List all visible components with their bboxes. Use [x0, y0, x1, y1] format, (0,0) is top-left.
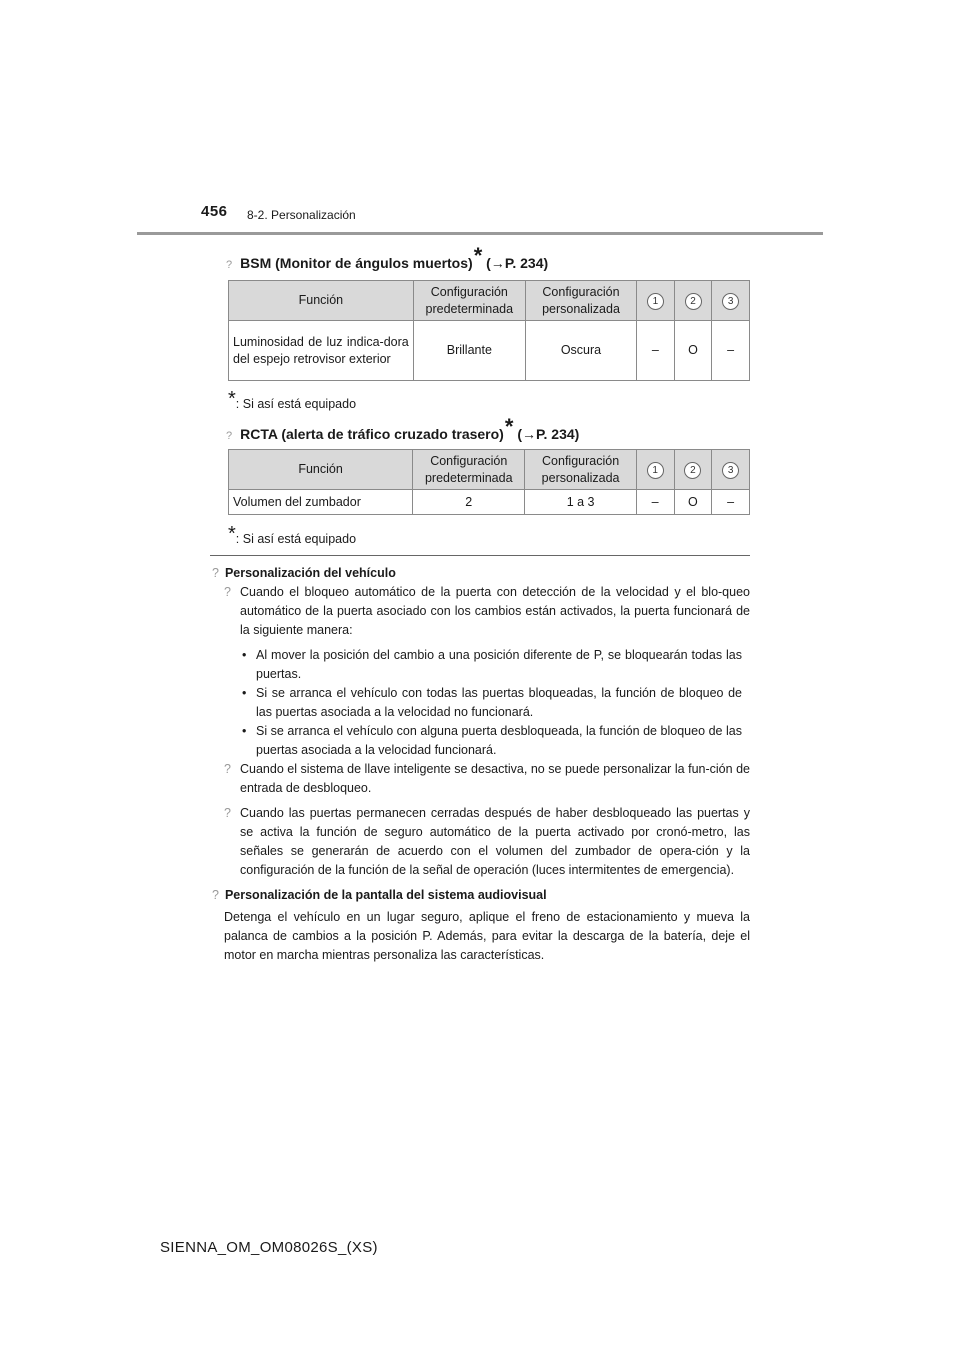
- bsm-star: *: [473, 243, 483, 268]
- bsm-ref-open: (→: [486, 255, 505, 271]
- vehicle-note-heading: [212, 564, 750, 583]
- section-title: 8-2. Personalización: [247, 208, 356, 222]
- rcta-header-custom: Configuración personalizada: [525, 450, 636, 490]
- list-item: [212, 760, 750, 798]
- dot-item-3: Si se arranca el vehículo con alguna puerta desbloqueada, la función de bloqueo de las puertas asociada a la velocidad funcionará.: [256, 724, 742, 757]
- bsm-table: [228, 280, 750, 381]
- bsm-footnote-star: *: [228, 388, 236, 410]
- sub-bullet-icon: ?: [224, 806, 231, 820]
- vehicle-note-title: Personalización del vehículo: [224, 566, 396, 580]
- bsm-bullet-icon: ?: [226, 259, 233, 271]
- rcta-row-col1: –: [636, 490, 674, 515]
- bsm-title: BSM (Monitor de ángulos muertos): [240, 255, 473, 271]
- list-item: [212, 583, 750, 640]
- av-note-title: Personalización de la pantalla del sistema audiovisual: [224, 888, 547, 902]
- rcta-row-default: 2: [413, 490, 525, 515]
- rcta-title: RCTA (alerta de tráfico cruzado trasero): [240, 426, 504, 442]
- rcta-footnote-star: *: [228, 523, 236, 545]
- sub-bullet-icon: ?: [224, 585, 231, 599]
- list-item: [212, 646, 750, 684]
- circle-2-icon: 2: [684, 462, 701, 479]
- header-rule: [137, 232, 823, 235]
- rcta-star: *: [504, 414, 514, 439]
- dot-bullet-icon: •: [242, 686, 247, 700]
- note-bullet-icon: ?: [212, 566, 219, 580]
- bsm-header-function: Función: [229, 281, 414, 321]
- rcta-table: [228, 449, 750, 515]
- bsm-header-default: Configuración predeterminada: [413, 281, 525, 321]
- rcta-bullet-icon: ?: [226, 430, 233, 442]
- dot-bullet-icon: •: [242, 724, 247, 738]
- dot-bullet-icon: •: [242, 648, 247, 662]
- bsm-footnote-text: : Si así está equipado: [235, 397, 357, 411]
- vehicle-item-3: Cuando las puertas permanecen cerradas después de haber desbloqueado las puertas y se activa la función de seguro automático de la puerta activado por cronó-metro, las señales se generarán de acuerdo con el volumen del zumbador de opera-ción y la configuración de la función de la señal de operación (luces intermitentes de emergencia).: [240, 806, 750, 877]
- list-item: [212, 804, 750, 880]
- notes-block: [212, 564, 750, 965]
- notes-rule: [210, 555, 750, 556]
- bsm-row-function: Luminosidad de luz indica-dora del espejo retrovisor exterior: [229, 321, 414, 381]
- bsm-footnote: [228, 388, 356, 411]
- circle-2-icon: 2: [685, 293, 702, 310]
- vehicle-item-2: Cuando el sistema de llave inteligente se desactiva, no se puede personalizar la fun-ción de entrada de desbloqueo.: [240, 762, 750, 795]
- rcta-ref-open: (→: [517, 426, 536, 442]
- rcta-footnote: [228, 523, 356, 546]
- rcta-row-custom: 1 a 3: [525, 490, 636, 515]
- bsm-heading: [226, 243, 548, 271]
- dot-item-2: Si se arranca el vehículo con todas las puertas bloqueadas, la función de bloqueo de las puertas asociada a la velocidad no funcionará.: [256, 686, 742, 719]
- rcta-header-default: Configuración predeterminada: [413, 450, 525, 490]
- circle-1-icon: 1: [647, 293, 664, 310]
- bsm-ref-page[interactable]: P. 234): [504, 255, 549, 271]
- vehicle-item-1: Cuando el bloqueo automático de la puerta con detección de la velocidad y el blo-queo automático de la puerta asociado con los cambios están activados, la puerta funcionará de la siguiente manera:: [240, 585, 750, 637]
- list-item: [212, 684, 750, 722]
- bsm-table-header: [229, 281, 750, 321]
- bsm-row-col2: O: [674, 321, 712, 381]
- bsm-row-col1: –: [637, 321, 675, 381]
- rcta-table-header: [229, 450, 750, 490]
- circle-3-icon: 3: [722, 293, 739, 310]
- av-note-heading: [212, 886, 750, 905]
- bsm-header-custom: Configuración personalizada: [525, 281, 636, 321]
- footer-doc-id: SIENNA_OM_OM08026S_(XS): [160, 1239, 378, 1256]
- bsm-row-custom: Oscura: [525, 321, 636, 381]
- av-note-text: Detenga el vehículo en un lugar seguro, aplique el freno de estacionamiento y mueva la palanca de cambios a la posición P. Además, para evitar la descarga de la batería, deje el motor en marcha mientras personaliza las características.: [224, 910, 750, 962]
- rcta-footnote-text: : Si así está equipado: [235, 532, 357, 546]
- bsm-row-default: Brillante: [413, 321, 525, 381]
- table-row: [229, 490, 750, 515]
- rcta-row-col2: O: [674, 490, 712, 515]
- note-bullet-icon: ?: [212, 888, 219, 902]
- sub-bullet-icon: ?: [224, 762, 231, 776]
- dot-item-1: Al mover la posición del cambio a una posición diferente de P, se bloquearán todas las puertas.: [256, 648, 742, 681]
- circle-3-icon: 3: [722, 462, 739, 479]
- bsm-row-col3: –: [712, 321, 750, 381]
- rcta-header-function: Función: [229, 450, 413, 490]
- page-number: 456: [201, 203, 228, 220]
- rcta-row-col3: –: [712, 490, 750, 515]
- rcta-row-function: Volumen del zumbador: [229, 490, 413, 515]
- rcta-ref-page[interactable]: P. 234): [535, 426, 580, 442]
- circle-1-icon: 1: [647, 462, 664, 479]
- rcta-heading: [226, 414, 579, 442]
- table-row: [229, 321, 750, 381]
- list-item: [212, 722, 750, 760]
